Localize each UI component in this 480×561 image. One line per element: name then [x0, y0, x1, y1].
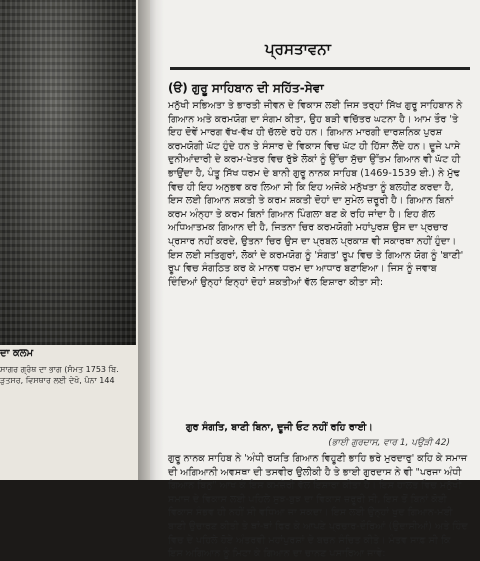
- left-page: [0, 0, 150, 480]
- manuscript-photo-texture: [0, 0, 136, 345]
- caption-line-1: ਸਾਗਰ ਗ੍ਰੰਥ ਦਾ ਭਾਗ (ਸੰਮਤ 1753 ਬਿ.: [0, 365, 119, 374]
- paragraph-2: ਗੁਰੂ ਨਾਨਕ ਸਾਹਿਬ ਨੇ 'ਅੰਧੀ ਰਯਤਿ ਗਿਆਨ ਵਿਹੂਣੀ ਭਾਹਿ ਭਰੇ ਮੁਰਦਾਰੁ' ਕਹਿ ਕੇ ਸਮਾਜ ਦੀ ਅਗਿਆਨੀ ਅਵਸਥਾ ਦੀ ਤਸਵੀਰ ਉਲੀਕੀ ਹੈ ਤੇ ਭਾਈ ਗੁਰਦਾਸ ਨੇ ਵੀ "ਪਰਜਾ ਅੰਧੀ ਗਿਆਨ ਬਿਨੁ" ਆਖ ਕੇ ਇਸ ਕਮਜ਼ੋਰੀ ਵੱਲ ਇਸ਼ਾਰਾ ਕੀਤਾ ਹੈ। ਇਸ ਹਾਲਤ ਵਿਚ ਮਨੁੱਖੀ ਸਮਾਜ ਦੇ ਵਿਕਾਸ ਲਈ ਪਹਿਲੇ ਸੁਝ-ਬੁਝ ਦਾ ਵਿਕਾਸ ਜ਼ਰੂਰੀ ਸੀ, ਇਸ ਤੋਂ ਬਿਨਾਂ ਕੋਈ ਵਿਕਾਸ ਸੰਭਵ ਹੀ ਨਹੀਂ ਸੀ ਵਧਿਆ ਜਾ ਸਕਦਾ। ਇਸ ਲਈ ਉਨ੍ਹਾਂ ਖੁਦ ਗਿਆਨ-ਮਈ ਬਾਣੀ ਉਚਾਰਣ ਕੀਤੀ ਤੇ ਥਾਂ-ਥਾਂ ਫਿਰ ਕੇ ਆਪਣੇ ਪ੍ਰਚਾਰ-ਦੌਰਿਆਂ (ਉਦਾਸੀਆਂ) ਅਤੇ ਹਿੰਦ ਵਿਚ ਦੇ ਪਹਿਲੇ ਹੋਏ ਅੰਤਰਵੀ ਮਹਾਂਪੁਰਸ਼ਾਂ ਦੇ ਬਚਨ ਸੰਚਿਤ ਕੀਤੇ। ਮੰਤਵ ਸਾਫ਼ ਸੀ ਕਿ ਇਸ ਅਗਿਆਨ ਨੂੰ ਮਿਟਾ ਕੇ ਗਿਆਨ ਦਾ ਚਾਨਣ ਪਸਾਰਿਆ ਜਾਵੇ:: [168, 453, 471, 560]
- photo-caption: [0, 348, 145, 386]
- citation: (ਭਾਈ ਗੁਰਦਾਸ, ਵਾਰ 1, ਪਉੜੀ 42): [328, 438, 450, 448]
- caption-title: ਦਾ ਕਲਮ: [0, 348, 34, 359]
- title-underline: [170, 67, 470, 70]
- paragraph-1: ਮਨੁੱਖੀ ਸਭਿਅਤਾ ਤੇ ਭਾਰਤੀ ਜੀਵਨ ਦੇ ਵਿਕਾਸ ਲਈ ਜਿਸ ਤਰ੍ਹਾਂ ਸਿੱਖ ਗੁਰੂ ਸਾਹਿਬਾਨ ਨੇ ਗਿਆਨ ਅਤੇ ਕਰਮਯੋਗ ਦਾ ਸੰਗਮ ਕੀਤਾ, ਉਹ ਬੜੀ ਵਚਿੱਤਰ ਘਟਨਾ ਹੈ। ਆਮ ਤੌਰ 'ਤੇ ਇਹ ਦੋਵੇਂ ਮਾਰਗ ਵੱਖ-ਵੱਖ ਹੀ ਚੱਲਦੇ ਰਹੇ ਹਨ। ਗਿਆਨ ਮਾਰਗੀ ਦਾਰਸ਼ਨਿਕ ਪੁਰਸ਼ ਕਰਮਯੋਗੀ ਘੱਟ ਹੁੰਦੇ ਹਨ ਤੇ ਸੰਸਾਰ ਦੇ ਵਿਕਾਸ ਵਿਚ ਘੱਟ ਹੀ ਹਿੱਸਾ ਲੈਂਦੇ ਹਨ। ਦੂਜੇ ਪਾਸੇ ਦੁਨੀਆਂਦਾਰੀ ਦੇ ਕਰਮ-ਖੇਤਰ ਵਿਚ ਰੁੱਝੇ ਲੋਕਾਂ ਨੂੰ ਉੱਚਾ ਸੁੱਚਾ ਉੱਤਮ ਗਿਆਨ ਵੀ ਘੱਟ ਹੀ ਭਾਉਂਦਾ ਹੈ, ਪੰਤੂ ਸਿੱਖ ਧਰਮ ਦੇ ਬਾਨੀ ਗੁਰੂ ਨਾਨਕ ਸਾਹਿਬ (1469-1539 ਈ.) ਨੇ ਮੁੱਢ ਵਿਚ ਹੀ ਇਹ ਅਨੁਭਵ ਕਰ ਲਿਆ ਸੀ ਕਿ ਇਹ ਅਜੋਕੇ ਮਨੁੱਖਤਾ ਨੂੰ ਬਲਹੀਣ ਕਰਦਾ ਹੈ, ਇਸ ਲਈ ਗਿਆਨ ਸ਼ਕਤੀ ਤੇ ਕਰਮ ਸ਼ਕਤੀ ਦੋਹਾਂ ਦਾ ਸੁਮੇਲ ਜ਼ਰੂਰੀ ਹੈ। ਗਿਆਨ ਬਿਨਾਂ ਕਰਮ ਅੰਨ੍ਹਾ ਤੇ ਕਰਮ ਬਿਨਾਂ ਗਿਆਨ ਪਿੰਗਲਾ ਬਣ ਕੇ ਰਹਿ ਜਾਂਦਾ ਹੈ। ਇਹ ਗੱਲ ਅਧਿਆਤਮਕ ਗਿਆਨ ਦੀ ਹੈ, ਜਿਤਨਾ ਚਿਰ ਕਰਮਯੋਗੀ ਮਹਾਂਪੁਰਸ਼ ਉਸ ਦਾ ਪ੍ਰਚਾਰ ਪ੍ਰਸਾਰ ਨਹੀਂ ਕਰਦੇ, ਉਤਨਾ ਚਿਰ ਉਸ ਦਾ ਪ੍ਰਬਲ ਪ੍ਰਕਾਸ਼ ਵੀ ਸਕਾਰਥਾ ਨਹੀਂ ਹੁੰਦਾ। ਇਸ ਲਈ ਸਤਿਗੁਰਾਂ, ਲੋਕਾਂ ਦੇ ਕਰਮਯੋਗ ਨੂੰ 'ਸੰਗਤ' ਰੂਪ ਵਿਚ ਤੇ ਗਿਆਨ ਯੋਗ ਨੂੰ 'ਬਾਣੀ' ਰੂਪ ਵਿਚ ਸੰਗਠਿਤ ਕਰ ਕੇ ਮਾਨਵ ਧਰਮ ਦਾ ਆਧਾਰ ਬਣਾਇਆ। ਜਿਸ ਨੂੰ ਜਵਾਬ ਦਿੰਦਿਆਂ ਉਨ੍ਹਾਂ ਇਨ੍ਹਾਂ ਦੋਹਾਂ ਸ਼ਕਤੀਆਂ ਵੱਲ ਇਸ਼ਾਰਾ ਕੀਤਾ ਸੀ:: [168, 100, 467, 288]
- chapter-title: ਪ੍ਰਸਤਾਵਨਾ: [265, 40, 331, 58]
- section-heading: (ੳ) ਗੁਰੂ ਸਾਹਿਬਾਨ ਦੀ ਸਹਿੱਤ-ਸੇਵਾ: [168, 81, 324, 95]
- right-page: [150, 0, 480, 560]
- quote: ਗੁਰ ਸੰਗਤਿ, ਬਾਣੀ ਬਿਨਾ, ਦੂਜੀ ਓਟ ਨਹੀਂ ਰਹਿ ਰਾਈ।: [186, 422, 373, 433]
- manuscript-photo: [0, 0, 136, 345]
- caption-line-2: ੜੁਤਸਰ, ਵਿਸਥਾਰ ਲਈ ਦੇਖੋ, ਪੰਨਾ 144: [0, 376, 115, 385]
